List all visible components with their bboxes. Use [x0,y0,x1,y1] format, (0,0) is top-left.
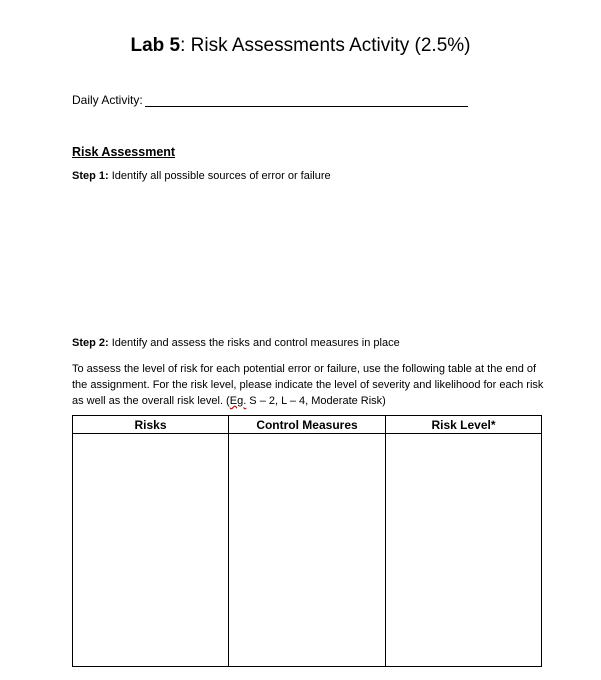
risk-table-row [73,434,542,667]
step-2-text: Identify and assess the risks and control measures in place [108,337,400,349]
instructions-example: S – 2, L – 4, Moderate Risk) [246,395,386,407]
title-text: : Risk Assessments Activity (2.5%) [180,35,471,56]
header-risk-level: Risk Level* [386,416,542,434]
step-2 [72,337,400,349]
step-2-label: Step 2: [72,337,109,349]
step-1-text: Identify all possible sources of error or failure [108,170,331,182]
control-measures-cell[interactable] [229,434,386,667]
document-title [0,34,601,58]
title-lab-number: Lab 5 [130,35,181,56]
step-1 [72,170,331,182]
risks-cell[interactable] [73,434,229,667]
daily-activity-blank-line[interactable] [145,94,468,107]
section-heading: Risk Assessment [72,145,176,159]
header-control-measures: Control Measures [229,416,386,434]
instructions-text: To assess the level of risk for each potential error or failure, use the following table at the end of the assignment. For the risk level, please indicate the level of severity and likelihood for each risk as well as the overall risk level. ( [72,363,544,407]
daily-activity-field [72,93,468,107]
risk-level-cell[interactable] [386,434,542,667]
step-2-instructions [72,361,546,409]
spellcheck-word: Eg. [229,395,247,407]
risk-table [72,415,542,667]
daily-activity-label: Daily Activity: [72,93,143,107]
step-1-label: Step 1: [72,170,109,182]
risk-table-header-row [73,416,542,434]
header-risks: Risks [73,416,229,434]
